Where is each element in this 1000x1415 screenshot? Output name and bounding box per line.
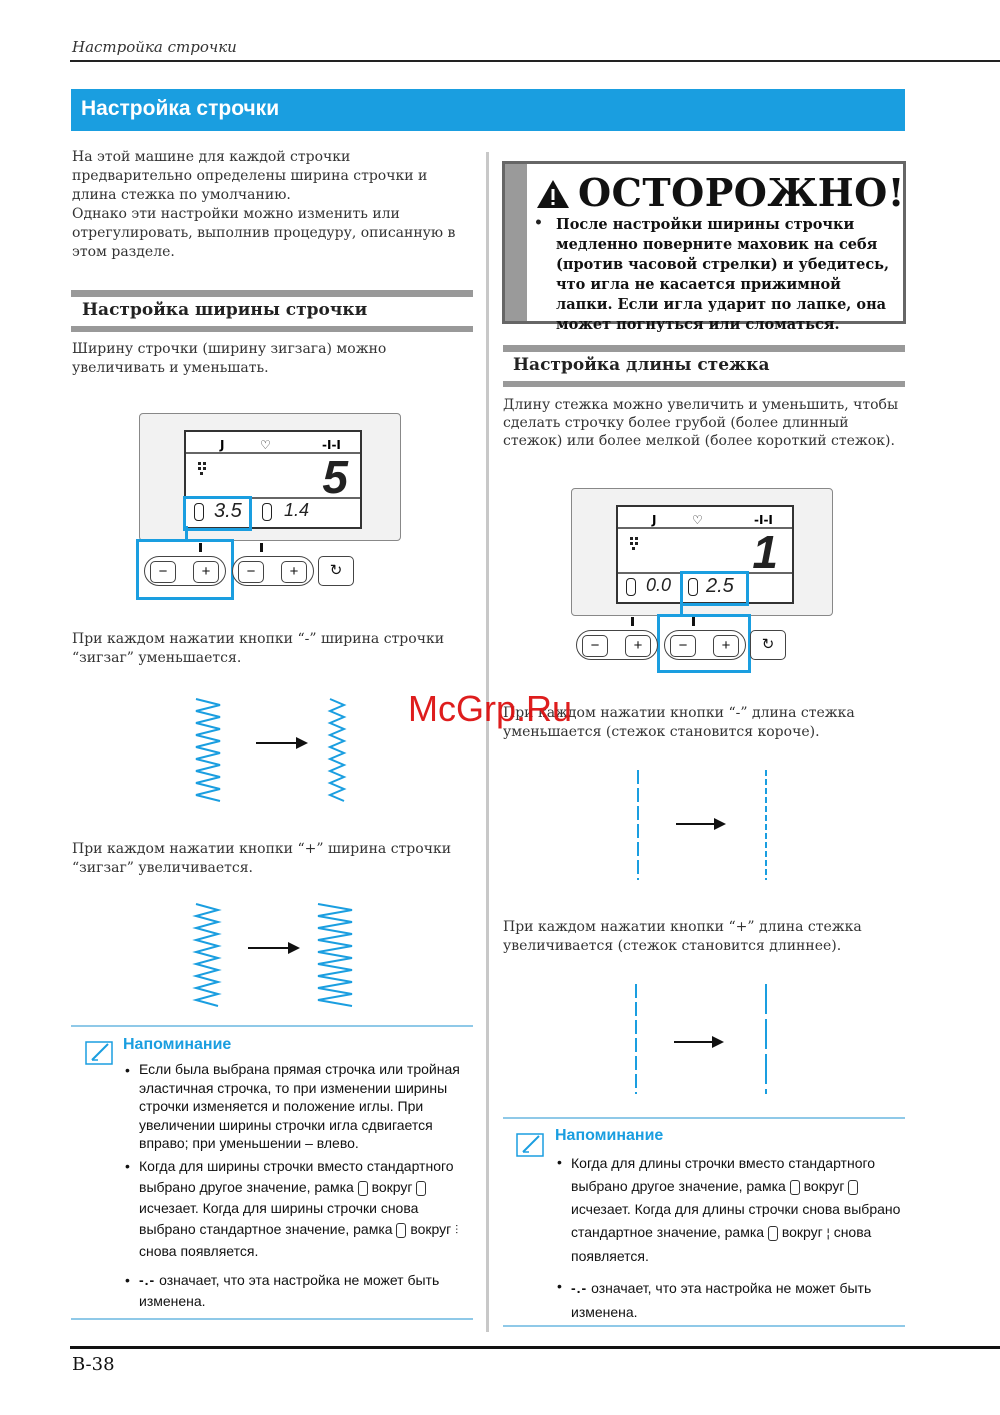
- memo-rule-top: [71, 1025, 473, 1027]
- length-plus-button[interactable]: +: [281, 561, 307, 583]
- svg-text:J: J: [652, 513, 657, 527]
- dash-symbol-icon: -.-: [139, 1272, 156, 1288]
- svg-text:-I-I: -I-I: [754, 513, 773, 527]
- width-highlight-frame: [183, 496, 252, 531]
- heading-bar-bottom: [503, 381, 905, 387]
- memo-rule-bottom: [503, 1325, 905, 1327]
- width-value: 0.0: [646, 575, 672, 595]
- length-plus-text: При каждом нажатии кнопки “+” длина стежка увеличивается (стежок становится длиннее).: [503, 919, 862, 954]
- indicator-mark: [692, 617, 695, 626]
- memo-item: Если была выбрана прямая строчка или тройная эластичная строчка, то при изменении ширины строчки изменяется и положение иглы. При увеличении ширины строчки игла сдвигается вправо; при уменьшении – влево.: [139, 1061, 460, 1151]
- highlight-connector: [680, 600, 683, 616]
- stitch-longer-diagram: [628, 982, 778, 1096]
- memo-item: Когда для ширины строчки вместо стандартного выбрано другое значение, рамка вокруг исчезает. Когда для ширины строчки снова выбрано стандартное значение, рамка вокруг ⫶ снова появляется.: [139, 1158, 459, 1259]
- foot-frame-icon: [358, 1181, 368, 1196]
- footer-rule: [70, 1346, 1000, 1349]
- length-minus-text: При каждом нажатии кнопки “-” длина стежка уменьшается (стежок становится короче).: [503, 705, 855, 740]
- memo-item: -.- означает, что эта настройка не может быть изменена.: [571, 1280, 872, 1320]
- length-value: 1.4: [284, 500, 310, 520]
- zigzag-decrease-diagram: [190, 695, 360, 805]
- indicator-mark: [260, 543, 263, 552]
- width-plus-button[interactable]: +: [193, 561, 219, 583]
- memo-item: -.- означает, что эта настройка не может быть изменена.: [139, 1272, 440, 1309]
- length-foot-icon: [262, 503, 272, 521]
- width-value: 3.5: [214, 500, 242, 522]
- stitch-shorter-diagram: [628, 768, 778, 882]
- length-value: 2.5: [706, 575, 734, 597]
- width-minus-text: При каждом нажатии кнопки “-” ширина строчки “зигзаг” уменьшается.: [72, 631, 445, 666]
- width-symbol-icon: ⫶: [455, 1223, 459, 1237]
- running-header: Настройка строчки: [72, 38, 237, 56]
- section-title-bar: [71, 89, 905, 131]
- foot-frame-icon: [396, 1223, 406, 1238]
- indicator-mark: [199, 543, 202, 552]
- length-highlight-frame: [680, 571, 749, 606]
- memo-pencil-icon: [84, 1038, 116, 1068]
- pattern-number: 1: [752, 526, 778, 578]
- indicator-mark: [631, 617, 634, 626]
- warning-triangle-icon: [535, 178, 571, 210]
- memo-title: Напоминание: [123, 1036, 232, 1053]
- memo-pencil-icon: [515, 1130, 547, 1160]
- width-foot-icon: [416, 1181, 426, 1196]
- header-rule: [70, 60, 1000, 62]
- width-heading: Настройка ширины строчки: [82, 300, 368, 320]
- foot-frame-icon: [768, 1226, 778, 1241]
- warning-sidebar: [505, 164, 527, 321]
- heading-bar-bottom: [71, 326, 473, 332]
- length-symbol-icon: ¦: [826, 1226, 830, 1240]
- length-minus-button[interactable]: −: [238, 561, 264, 583]
- length-description: Длину стежка можно увеличить и уменьшить, чтобы сделать строчку более грубой (более длинный стежок) или более мелкой (более короткий стежок).: [503, 397, 899, 449]
- svg-text:♡: ♡: [260, 438, 271, 452]
- watermark: McGrp.Ru: [408, 688, 573, 729]
- memo-rule-bottom: [71, 1318, 473, 1320]
- svg-text:J: J: [220, 438, 225, 452]
- memo-rule-top: [503, 1117, 905, 1119]
- length-heading: Настройка длины стежка: [513, 355, 770, 375]
- warning-text: После настройки ширины строчки медленно поверните маховик на себя (против часовой стрелки) и убедитесь, что игла не касается прижимной лапки. Если игла ударит по лапке, она может погнуться или сломаться.: [556, 216, 890, 333]
- intro-text: На этой машине для каждой строчки предварительно определены ширина строчки и длина стежка по умолчанию. Однако эти настройки можно изменить или отрегулировать, выполнив процедуру, описанную в этом разделе.: [72, 149, 456, 260]
- length-foot-icon: [848, 1180, 858, 1195]
- width-minus-button[interactable]: −: [150, 561, 176, 583]
- zigzag-increase-diagram: [190, 900, 360, 1010]
- width-plus-text: При каждом нажатии кнопки “+” ширина строчки “зигзаг” увеличивается.: [72, 841, 452, 876]
- svg-text:-I-I: -I-I: [322, 438, 341, 452]
- width-foot-icon: [626, 578, 636, 596]
- reverse-stitch-button[interactable]: ↻: [750, 630, 786, 660]
- page-number: B-38: [72, 1354, 115, 1375]
- heading-bar-top: [503, 345, 905, 352]
- width-description: Ширину строчки (ширину зигзага) можно увеличивать и уменьшать.: [72, 341, 387, 376]
- length-plus-button[interactable]: +: [713, 635, 739, 657]
- reverse-stitch-button[interactable]: ↻: [318, 556, 354, 586]
- dash-symbol-icon: -.-: [571, 1280, 588, 1296]
- column-divider: [486, 152, 489, 1332]
- page-title: Настройка строчки: [81, 97, 280, 120]
- foot-frame-icon: [790, 1180, 800, 1195]
- heading-bar-top: [71, 290, 473, 297]
- memo-item: Когда для длины строчки вместо стандартного выбрано другое значение, рамка вокруг исчезает. Когда для длины строчки снова выбрано стандартное значение, рамка вокруг ¦ снова появляется.: [571, 1155, 901, 1264]
- warning-title: ОСТОРОЖНО!: [578, 170, 905, 215]
- svg-text:♡: ♡: [692, 513, 703, 527]
- highlight-connector: [185, 526, 188, 542]
- width-plus-button[interactable]: +: [625, 635, 651, 657]
- width-minus-button[interactable]: −: [582, 635, 608, 657]
- length-minus-button[interactable]: −: [670, 635, 696, 657]
- memo-title: Напоминание: [555, 1127, 664, 1144]
- pattern-number: 5: [322, 451, 348, 503]
